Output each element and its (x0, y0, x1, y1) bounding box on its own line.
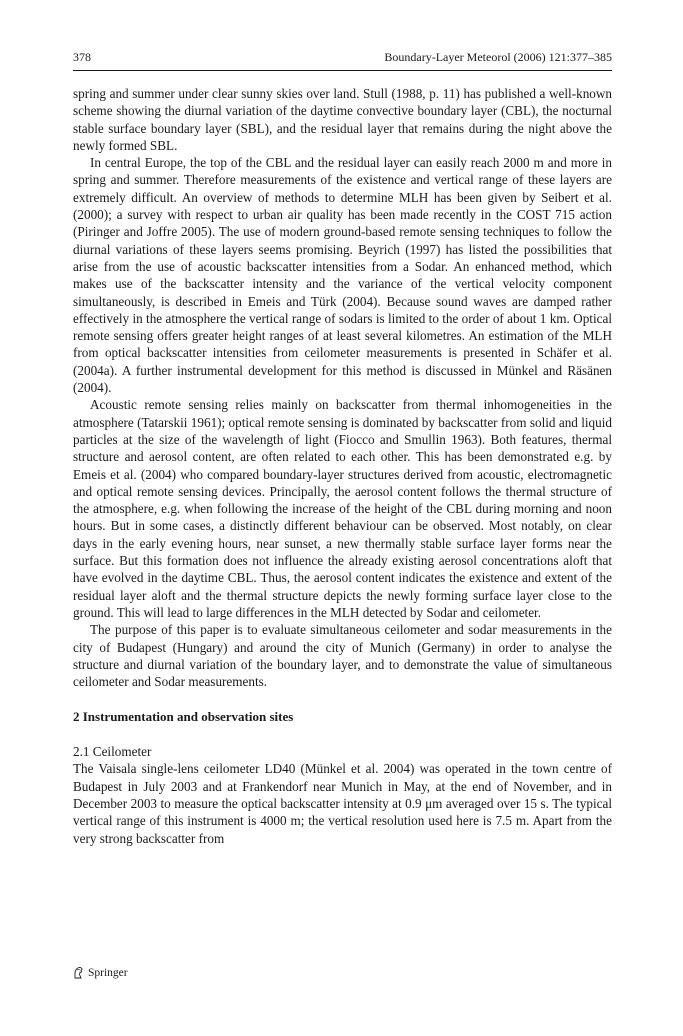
footer (73, 966, 128, 979)
journal-citation: Boundary-Layer Meteorol (2006) 121:377–385 (384, 50, 612, 64)
running-header (73, 50, 612, 71)
springer-horse-icon (73, 966, 84, 979)
paragraph-1: spring and summer under clear sunny skies over land. Stull (1988, p. 11) has published a well-known scheme showing the diurnal variation of the daytime convective boundary layer (CBL), the nocturnal stable surface boundary layer (SBL), and the residual layer that remains during the night above the newly formed SBL. (73, 86, 612, 153)
page-number: 378 (73, 50, 91, 64)
body-text (73, 85, 612, 847)
section-heading: 2 Instrumentation and observation sites (73, 709, 294, 725)
paragraph-ceilometer: The Vaisala single-lens ceilometer LD40 (Münkel et al. 2004) was operated in the town centre of Budapest in July 2003 and at Frankendorf near Munich in May, at the end of November, and in December 2003 to measure the optical backscatter intensity at 0.9 μm averaged over 15 s. The typical vertical range of this instrument is 4000 m; the vertical resolution used here is 7.5 m. Apart from the very strong backscatter from (73, 761, 612, 846)
paragraph-2: In central Europe, the top of the CBL and the residual layer can easily reach 2000 m and more in spring and summer. Therefore measurements of the existence and vertical range of these layers are extremely difficult. An overview of methods to determine MLH has been given by Seibert et al. (2000); a survey with respect to urban air quality has been made recently in the COST 715 action (Piringer and Joffre 2005). The use of modern ground-based remote sensing techniques to follow the diurnal variations of these layers seems promising. Beyrich (1997) has listed the possibilities that arise from the use of acoustic backscatter intensities from a Sodar. An enhanced method, which makes use of the backscatter intensity and the variance of the vertical velocity component simultaneously, is described in Emeis and Türk (2004). Because sound waves are damped rather effectively in the atmosphere the vertical range of sodars is limited to the order of about 1 km. Optical remote sensing offers greater height ranges of at least several kilometres. An estimation of the MLH from optical backscatter intensities from ceilometer measurements is presented in Schäfer et al. (2004a). A further instrumental development for this method is discussed in Münkel and Räsänen (2004). (73, 155, 612, 396)
paragraph-3: Acoustic remote sensing relies mainly on backscatter from thermal inhomogeneities in the atmosphere (Tatarskii 1961); optical remote sensing is dominated by backscatter from solid and liquid particles at the size of the wavelength of light (Fiocco and Smullin 1963). Both features, thermal structure and aerosol content, are often related to each other. This has been demonstrated e.g. by Emeis et al. (2004) who compared boundary-layer structures derived from acoustic, electromagnetic and optical remote sensing devices. Principally, the aerosol content follows the thermal structure of the atmosphere, e.g. when following the increase of the height of the CBL during morning and noon hours. But in some cases, a distinctly different behaviour can be observed. Most notably, on clear days in the early evening hours, near sunset, a new thermally stable surface layer forms near the surface. But this formation does not influence the already existing aerosol concentrations aloft that have evolved in the daytime CBL. Thus, the aerosol content indicates the existence and extent of the residual layer aloft and the thermal structure depicts the newly forming surface layer close to the ground. This will lead to large differences in the MLH detected by Sodar and ceilometer. (73, 397, 612, 620)
paragraph-4: The purpose of this paper is to evaluate simultaneous ceilometer and sodar measurements in the city of Budapest (Hungary) and around the city of Munich (Germany) in order to analyse the structure and diurnal variation of the boundary layer, and to demonstrate the value of simultaneous ceilometer and Sodar measurements. (73, 622, 612, 690)
subsection-heading: 2.1 Ceilometer (73, 744, 152, 760)
page (73, 50, 612, 847)
publisher-name: Springer (88, 966, 128, 979)
